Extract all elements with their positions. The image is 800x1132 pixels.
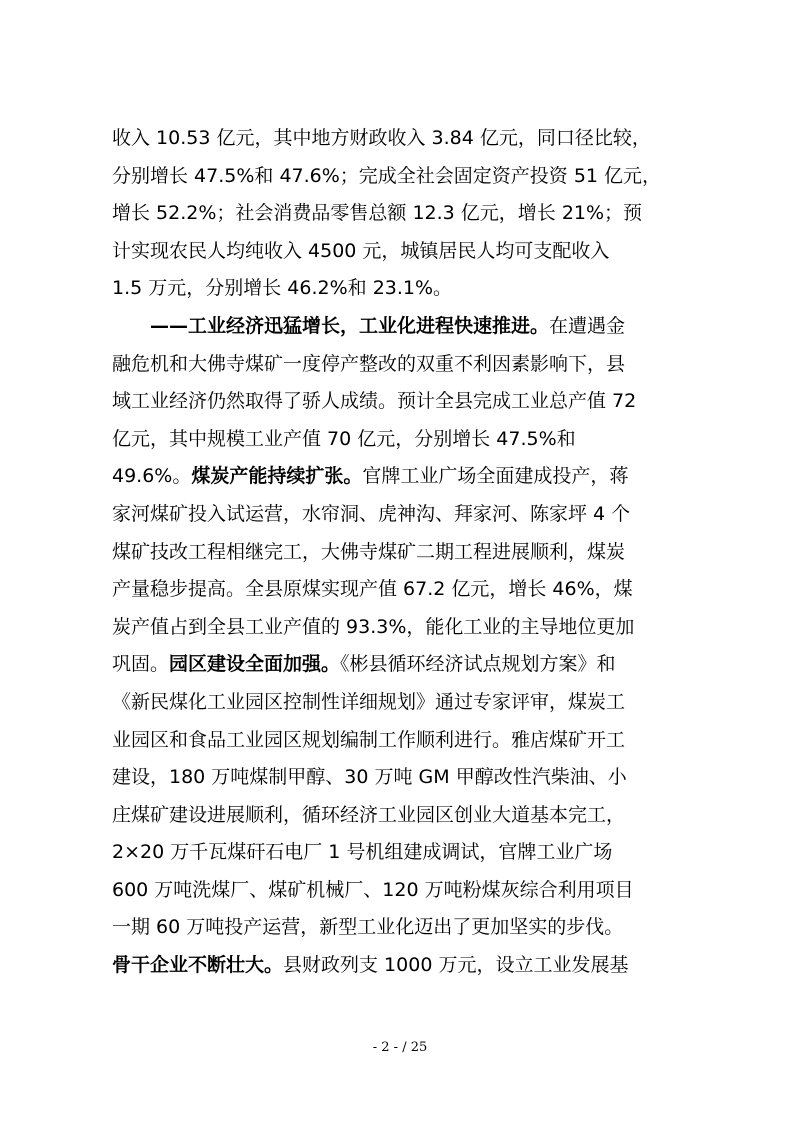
text-run: 建设，180 万吨煤制甲醇、30 万吨 GM 甲醇改性汽柴油、小 xyxy=(112,766,627,789)
text-line xyxy=(112,646,712,684)
text-line xyxy=(112,722,712,760)
text-line xyxy=(112,534,712,572)
text-line xyxy=(112,834,712,872)
text-line xyxy=(112,158,712,196)
text-line xyxy=(112,496,712,534)
text-line xyxy=(112,346,712,384)
text-line xyxy=(112,947,712,985)
text-line xyxy=(112,270,712,308)
text-line xyxy=(112,909,712,947)
text-run: 产量稳步提高。全县原煤实现产值 67.2 亿元，增长 46%，煤 xyxy=(112,578,633,601)
subheading: 煤炭产能持续扩张。 xyxy=(191,465,363,488)
text-run: 融危机和大佛寺煤矿一度停产整改的双重不利因素影响下，县 xyxy=(112,352,626,375)
text-run: 亿元，其中规模工业产值 70 亿元，分别增长 47.5%和 xyxy=(112,427,576,450)
text-run: 炭产值占到全县工业产值的 93.3%，能化工业的主导地位更加 xyxy=(112,615,635,638)
subheading: 骨干企业不断壮大。 xyxy=(112,954,284,977)
text-run: 家河煤矿投入试运营，水帘洞、虎神沟、拜家河、陈家坪 4 个 xyxy=(112,502,631,525)
subheading: 园区建设全面加强。 xyxy=(169,653,341,676)
text-run: 600 万吨洗煤厂、煤矿机械厂、120 万吨粉煤灰综合利用项目 xyxy=(112,878,634,901)
text-line xyxy=(112,609,712,647)
text-run: 计实现农民人均纯收入 4500 元，城镇居民人均可支配收入 xyxy=(112,239,610,262)
text-run: 一期 60 万吨投产运营，新型工业化迈出了更加坚实的步伐。 xyxy=(112,916,624,939)
text-run: 域工业经济仍然取得了骄人成绩。预计全县完成工业总产值 72 xyxy=(112,390,637,413)
text-line xyxy=(112,872,712,910)
text-line xyxy=(112,458,712,496)
text-run: 庄煤矿建设进展顺利，循环经济工业园区创业大道基本完工， xyxy=(112,803,626,826)
text-line xyxy=(112,571,712,609)
section-heading: ——工业经济迅猛增长，工业化进程快速推进。 xyxy=(150,314,550,337)
text-run: 县财政列支 1000 万元，设立工业发展基 xyxy=(283,954,629,977)
text-run: 49.6%。 xyxy=(112,465,192,488)
text-run: 分别增长 47.5%和 47.6%；完成全社会固定资产投资 51 亿元， xyxy=(112,164,662,187)
text-line xyxy=(112,120,712,158)
text-run: 收入 10.53 亿元，其中地方财政收入 3.84 亿元，同口径比较， xyxy=(112,127,651,149)
text-run: 煤矿技改工程相继完工，大佛寺煤矿二期工程进展顺利，煤炭 xyxy=(112,540,626,563)
text-run: 业园区和食品工业园区规划编制工作顺利进行。雅店煤矿开工 xyxy=(112,728,626,751)
text-run: 在遭遇金 xyxy=(549,314,626,337)
text-run: 增长 52.2%；社会消费品零售总额 12.3 亿元，增长 21%；预 xyxy=(112,202,643,225)
text-line xyxy=(112,797,712,835)
page-number: - 2 - / 25 xyxy=(372,1040,428,1055)
text-run: 2×20 万千瓦煤矸石电厂 1 号机组建成调试，官牌工业广场 xyxy=(112,841,613,864)
text-line xyxy=(112,684,712,722)
text-run: 1.5 万元，分别增长 46.2%和 23.1%。 xyxy=(112,277,453,300)
text-line xyxy=(112,759,712,797)
paragraph-start-line xyxy=(112,308,712,346)
text-line xyxy=(112,383,712,421)
text-line xyxy=(112,421,712,459)
body-text xyxy=(112,120,712,985)
text-run: 官牌工业广场全面建成投产，蒋 xyxy=(362,465,629,488)
text-run: 《新民煤化工业园区控制性详细规划》通过专家评审，煤炭工 xyxy=(112,690,626,713)
text-line xyxy=(112,195,712,233)
text-run: 巩固。 xyxy=(112,653,170,676)
text-run: 《彬县循环经济试点规划方案》和 xyxy=(340,653,616,676)
text-line xyxy=(112,233,712,271)
